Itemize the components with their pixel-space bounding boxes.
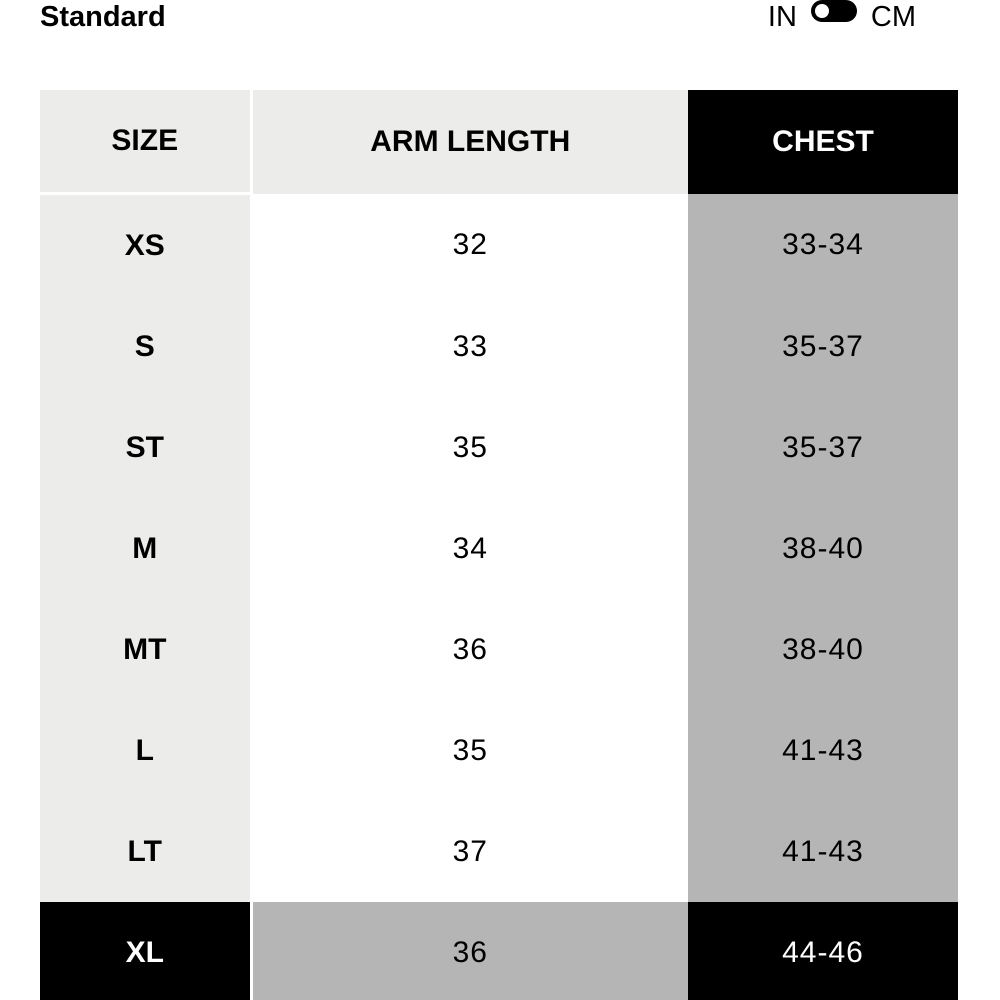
switch-knob-icon [815,4,829,18]
top-bar [0,0,1000,40]
chest-cell: 38-40 [688,599,958,700]
column-header-size: SIZE [40,90,251,194]
arm-length-cell: 35 [251,397,688,498]
arm-length-cell: 36 [251,599,688,700]
table-row [40,700,958,801]
table-header-row [40,90,958,194]
table-row [40,397,958,498]
size-cell: XS [40,194,251,297]
chest-cell: 35-37 [688,397,958,498]
size-cell: S [40,296,251,397]
chest-cell: 41-43 [688,801,958,902]
chest-cell: 38-40 [688,498,958,599]
arm-length-cell: 33 [251,296,688,397]
size-cell: L [40,700,251,801]
chest-cell-selected: 44-46 [688,902,958,1000]
column-header-chest[interactable]: CHEST [688,90,958,194]
chest-cell: 41-43 [688,700,958,801]
arm-length-cell: 34 [251,498,688,599]
table-row [40,599,958,700]
table-row [40,498,958,599]
size-cell-selected[interactable]: XL [40,902,251,1000]
column-header-arm-length: ARM LENGTH [251,90,688,194]
arm-length-cell: 37 [251,801,688,902]
arm-length-cell: 32 [251,194,688,297]
chest-cell: 35-37 [688,296,958,397]
size-cell: ST [40,397,251,498]
size-cell: MT [40,599,251,700]
size-cell: LT [40,801,251,902]
unit-toggle[interactable] [768,0,916,34]
size-table [40,90,960,1000]
table-row [40,296,958,397]
unit-label-in[interactable]: IN [767,1,797,33]
table-row [40,194,958,297]
page-title: Standard [40,1,166,33]
table-row-highlighted[interactable] [40,902,958,1000]
arm-length-cell: 36 [251,902,688,1000]
size-cell: M [40,498,251,599]
arm-length-cell: 35 [251,700,688,801]
chest-cell: 33-34 [688,194,958,297]
table-row [40,801,958,902]
unit-label-cm[interactable]: CM [870,1,916,33]
unit-switch[interactable] [811,0,857,22]
